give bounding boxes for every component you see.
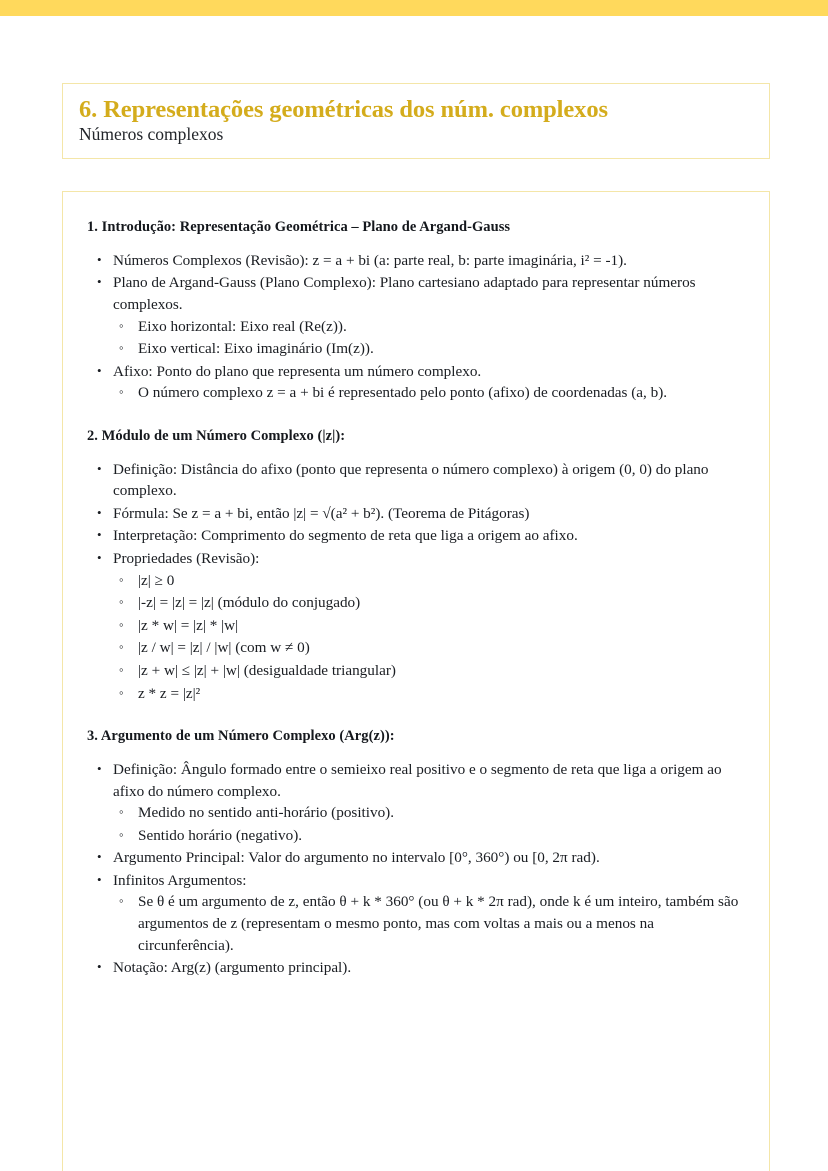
sub-bullet-list — [113, 382, 741, 404]
sub-bullet-list — [113, 316, 741, 360]
list-item-text: • Interpretação: Comprimento do segmento de reta que liga a origem ao afixo. — [113, 525, 741, 547]
list-item-text: • Definição: Distância do afixo (ponto que representa o número complexo) à origem (0, 0) do plano complexo. — [113, 459, 741, 502]
bullet-list — [87, 459, 741, 704]
document-page — [0, 16, 828, 1171]
sub-list-item — [113, 338, 741, 360]
sub-list-item — [113, 570, 741, 592]
section — [87, 218, 741, 404]
list-item — [87, 759, 741, 846]
list-item — [87, 459, 741, 502]
list-item-text: • Notação: Arg(z) (argumento principal). — [113, 957, 741, 979]
section-heading: 2. Módulo de um Número Complexo (|z|): — [87, 427, 346, 444]
sub-list-item-text: ◦ Se θ é um argumento de z, então θ + k * 360° (ou θ + k * 2π rad), onde k é um inteiro, também são argumentos de z (representam o mesmo ponto, mas com voltas a mais ou a menos na circunferência). — [138, 891, 741, 956]
list-item-text: • Números Complexos (Revisão): z = a + bi (a: parte real, b: parte imaginária, i² = -1). — [113, 250, 741, 272]
sub-list-item — [113, 592, 741, 614]
list-item — [87, 503, 741, 525]
list-item-text: • Propriedades (Revisão): — [113, 548, 741, 570]
sub-list-item — [113, 825, 741, 847]
list-item — [87, 847, 741, 869]
sub-list-item-text: ◦ Eixo vertical: Eixo imaginário (Im(z)). — [138, 338, 741, 360]
sub-bullet-list — [113, 891, 741, 956]
sub-list-item-text: ◦ |z + w| ≤ |z| + |w| (desigualdade triangular) — [138, 660, 741, 682]
sub-list-item-text: ◦ Medido no sentido anti-horário (positivo). — [138, 802, 741, 824]
top-accent-bar — [0, 0, 828, 16]
sub-list-item — [113, 660, 741, 682]
page-title: 6. Representações geométricas dos núm. complexos — [79, 96, 608, 123]
sub-list-item — [113, 683, 741, 705]
list-item-text: • Plano de Argand-Gauss (Plano Complexo): Plano cartesiano adaptado para representar números complexos. — [113, 272, 741, 315]
list-item — [87, 525, 741, 547]
sub-list-item-text: ◦ Sentido horário (negativo). — [138, 825, 741, 847]
list-item — [87, 272, 741, 359]
list-item-text: • Afixo: Ponto do plano que representa um número complexo. — [113, 361, 741, 383]
section-heading: 3. Argumento de um Número Complexo (Arg(z)): — [87, 728, 395, 745]
section-heading: 1. Introdução: Representação Geométrica – Plano de Argand-Gauss — [87, 219, 511, 235]
list-item — [87, 957, 741, 979]
sub-list-item-text: ◦ Eixo horizontal: Eixo real (Re(z)). — [138, 316, 741, 338]
sub-bullet-list — [113, 570, 741, 704]
list-item-text: • Fórmula: Se z = a + bi, então |z| = √(a² + b²). (Teorema de Pitágoras) — [113, 503, 741, 525]
section — [87, 427, 741, 704]
sub-list-item — [113, 382, 741, 404]
sub-list-item — [113, 637, 741, 659]
sub-list-item — [113, 316, 741, 338]
bullet-list — [87, 250, 741, 404]
sub-list-item — [113, 802, 741, 824]
sub-list-item — [113, 891, 741, 956]
list-item-text: • Argumento Principal: Valor do argumento no intervalo [0°, 360°) ou [0, 2π rad). — [113, 847, 741, 869]
section — [87, 727, 741, 979]
sub-list-item-text: ◦ |z| ≥ 0 — [138, 570, 741, 592]
sub-list-item-text: ◦ O número complexo z = a + bi é representado pelo ponto (afixo) de coordenadas (a, b). — [138, 382, 741, 404]
list-item — [87, 361, 741, 404]
title-card — [62, 83, 770, 159]
sub-bullet-list — [113, 802, 741, 846]
page-subtitle: Números complexos — [79, 124, 224, 145]
list-item — [87, 870, 741, 956]
bullet-list — [87, 759, 741, 979]
list-item-text: • Infinitos Argumentos: — [113, 870, 741, 892]
sub-list-item-text: ◦ |z * w| = |z| * |w| — [138, 615, 741, 637]
list-item — [87, 548, 741, 704]
sections-container — [87, 218, 741, 979]
sub-list-item-text: ◦ |z / w| = |z| / |w| (com w ≠ 0) — [138, 637, 741, 659]
list-item — [87, 250, 741, 272]
content-card — [62, 191, 770, 1171]
sub-list-item — [113, 615, 741, 637]
sub-list-item-text: ◦ |-z| = |z| = |z| (módulo do conjugado) — [138, 592, 741, 614]
sub-list-item-text: ◦ z * z = |z|² — [138, 683, 741, 705]
list-item-text: • Definição: Ângulo formado entre o semieixo real positivo e o segmento de reta que liga a origem ao afixo do número complexo. — [113, 759, 741, 802]
